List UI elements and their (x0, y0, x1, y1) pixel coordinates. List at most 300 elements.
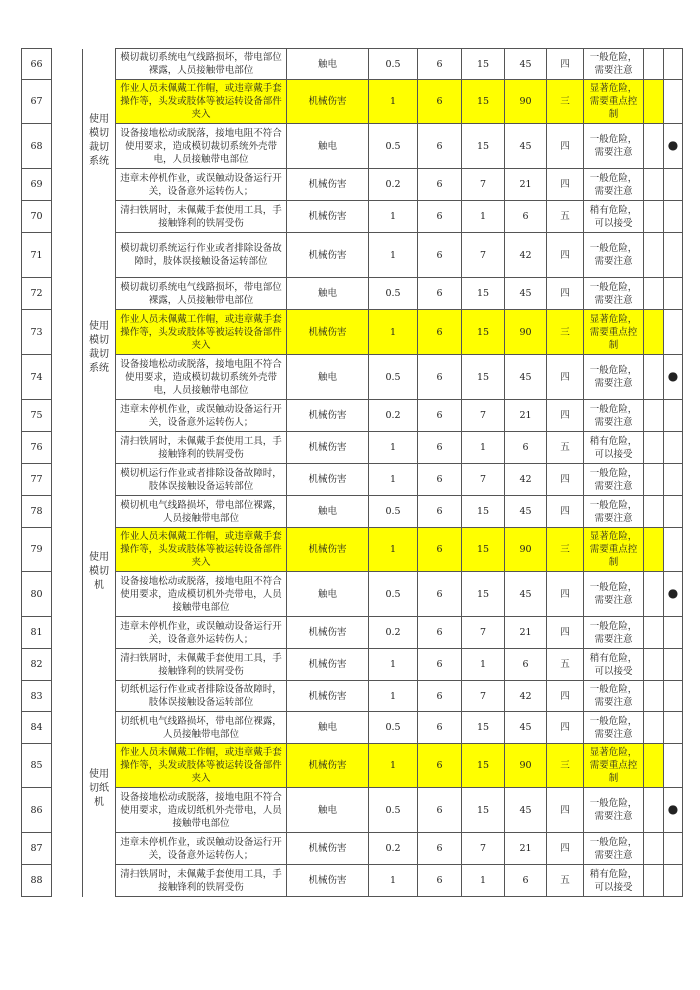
table-row (22, 169, 683, 201)
exposure-e: 6 (418, 80, 462, 124)
hazard-description: 切纸机电气线路损坏，带电部位裸露，人员接触带电部位 (116, 712, 287, 744)
table-row (22, 464, 683, 496)
exposure-e: 6 (418, 310, 462, 355)
extra-cell (644, 833, 664, 865)
risk-level: 四 (547, 712, 584, 744)
row-number: 66 (22, 49, 52, 80)
accident-type: 机械伤害 (287, 400, 369, 432)
major-risk-mark (664, 432, 683, 464)
consequence-c: 15 (462, 788, 505, 833)
risk-level: 四 (547, 464, 584, 496)
extra-cell (644, 169, 664, 201)
extra-cell (644, 310, 664, 355)
accident-type: 触电 (287, 278, 369, 310)
row-number: 82 (22, 649, 52, 681)
consequence-c: 7 (462, 833, 505, 865)
risk-level: 四 (547, 681, 584, 712)
likelihood-l: 1 (369, 201, 418, 233)
risk-grade: 稍有危险，可以接受 (584, 201, 644, 233)
accident-type: 机械伤害 (287, 865, 369, 897)
extra-cell (644, 528, 664, 572)
consequence-c: 15 (462, 80, 505, 124)
table-row (22, 80, 683, 124)
table-row (22, 400, 683, 432)
spacer-cell (52, 400, 83, 432)
accident-type: 机械伤害 (287, 432, 369, 464)
accident-type: 机械伤害 (287, 233, 369, 278)
table-row (22, 49, 683, 80)
likelihood-l: 1 (369, 649, 418, 681)
spacer-cell (52, 833, 83, 865)
likelihood-l: 0.2 (369, 400, 418, 432)
hazard-description: 清扫铁屑时，未佩戴手套使用工具，手接触锋利的铁屑受伤 (116, 865, 287, 897)
major-risk-mark (664, 617, 683, 649)
table-row (22, 310, 683, 355)
major-risk-mark (664, 833, 683, 865)
major-risk-mark (664, 124, 683, 169)
spacer-cell (52, 788, 83, 833)
accident-type: 触电 (287, 124, 369, 169)
risk-score-d: 45 (505, 355, 547, 400)
hazard-description: 设备接地松动或脱落，接地电阻不符合使用要求，造成模切机外壳带电，人员接触带电部位 (116, 572, 287, 617)
consequence-c: 1 (462, 865, 505, 897)
exposure-e: 6 (418, 201, 462, 233)
consequence-c: 1 (462, 649, 505, 681)
table-row (22, 278, 683, 310)
likelihood-l: 0.2 (369, 169, 418, 201)
risk-grade: 一般危险，需要注意 (584, 712, 644, 744)
extra-cell (644, 681, 664, 712)
spacer-cell (52, 169, 83, 201)
risk-grade: 显著危险，需要重点控制 (584, 528, 644, 572)
extra-cell (644, 355, 664, 400)
spacer-cell (52, 201, 83, 233)
risk-score-d: 42 (505, 681, 547, 712)
major-risk-mark (664, 278, 683, 310)
risk-grade: 一般危险，需要注意 (584, 833, 644, 865)
table-row (22, 233, 683, 278)
spacer-cell (52, 649, 83, 681)
risk-score-d: 21 (505, 169, 547, 201)
activity-group: 使用切纸机 (83, 681, 116, 897)
risk-score-d: 42 (505, 464, 547, 496)
row-number: 67 (22, 80, 52, 124)
risk-grade: 稍有危险，可以接受 (584, 865, 644, 897)
likelihood-l: 0.5 (369, 49, 418, 80)
risk-grade: 一般危险，需要注意 (584, 169, 644, 201)
risk-level: 五 (547, 201, 584, 233)
exposure-e: 6 (418, 572, 462, 617)
risk-level: 五 (547, 865, 584, 897)
table-row (22, 355, 683, 400)
consequence-c: 7 (462, 169, 505, 201)
accident-type: 机械伤害 (287, 80, 369, 124)
risk-level: 三 (547, 744, 584, 788)
risk-grade: 显著危险，需要重点控制 (584, 80, 644, 124)
exposure-e: 6 (418, 124, 462, 169)
activity-group: 使用模切机 (83, 464, 116, 681)
risk-level: 四 (547, 788, 584, 833)
accident-type: 机械伤害 (287, 744, 369, 788)
consequence-c: 15 (462, 278, 505, 310)
spacer-cell (52, 80, 83, 124)
likelihood-l: 1 (369, 865, 418, 897)
consequence-c: 15 (462, 572, 505, 617)
table-row (22, 572, 683, 617)
table-row (22, 432, 683, 464)
spacer-cell (52, 865, 83, 897)
likelihood-l: 1 (369, 310, 418, 355)
spacer-cell (52, 617, 83, 649)
table-row (22, 124, 683, 169)
risk-grade: 显著危险，需要重点控制 (584, 744, 644, 788)
risk-score-d: 90 (505, 528, 547, 572)
consequence-c: 7 (462, 681, 505, 712)
risk-level: 四 (547, 278, 584, 310)
extra-cell (644, 649, 664, 681)
consequence-c: 7 (462, 617, 505, 649)
risk-level: 五 (547, 432, 584, 464)
exposure-e: 6 (418, 681, 462, 712)
consequence-c: 1 (462, 201, 505, 233)
risk-level: 三 (547, 80, 584, 124)
major-risk-mark (664, 572, 683, 617)
consequence-c: 7 (462, 233, 505, 278)
likelihood-l: 1 (369, 80, 418, 124)
spacer-cell (52, 464, 83, 496)
hazard-description: 清扫铁屑时，未佩戴手套使用工具，手接触锋利的铁屑受伤 (116, 649, 287, 681)
risk-score-d: 90 (505, 80, 547, 124)
row-number: 71 (22, 233, 52, 278)
risk-level: 四 (547, 496, 584, 528)
exposure-e: 6 (418, 617, 462, 649)
spacer-cell (52, 681, 83, 712)
activity-group: 使用模切裁切系统 (83, 49, 116, 233)
hazard-description: 违章未停机作业，或误触动设备运行开关，设备意外运转伤人； (116, 400, 287, 432)
risk-level: 四 (547, 124, 584, 169)
major-risk-mark (664, 310, 683, 355)
consequence-c: 15 (462, 355, 505, 400)
major-risk-dot-icon: ● (667, 802, 679, 816)
extra-cell (644, 712, 664, 744)
accident-type: 机械伤害 (287, 169, 369, 201)
consequence-c: 15 (462, 496, 505, 528)
accident-type: 触电 (287, 496, 369, 528)
consequence-c: 15 (462, 310, 505, 355)
spacer-cell (52, 744, 83, 788)
row-number: 85 (22, 744, 52, 788)
likelihood-l: 1 (369, 233, 418, 278)
spacer-cell (52, 572, 83, 617)
extra-cell (644, 80, 664, 124)
hazard-description: 作业人员未佩戴工作帽，或违章戴手套操作等，头发或肢体等被运转设备部件夹入 (116, 744, 287, 788)
consequence-c: 15 (462, 528, 505, 572)
risk-score-d: 21 (505, 400, 547, 432)
spacer-cell (52, 310, 83, 355)
exposure-e: 6 (418, 432, 462, 464)
row-number: 74 (22, 355, 52, 400)
table-row (22, 496, 683, 528)
row-number: 78 (22, 496, 52, 528)
risk-score-d: 45 (505, 49, 547, 80)
accident-type: 机械伤害 (287, 528, 369, 572)
risk-assessment-table (21, 48, 683, 897)
hazard-description: 模切机电气线路损坏，带电部位裸露，人员接触带电部位 (116, 496, 287, 528)
spacer-cell (52, 496, 83, 528)
hazard-description: 清扫铁屑时，未佩戴手套使用工具，手接触锋利的铁屑受伤 (116, 201, 287, 233)
risk-level: 三 (547, 310, 584, 355)
extra-cell (644, 201, 664, 233)
risk-grade: 一般危险，需要注意 (584, 278, 644, 310)
accident-type: 机械伤害 (287, 464, 369, 496)
consequence-c: 15 (462, 712, 505, 744)
major-risk-mark (664, 49, 683, 80)
exposure-e: 6 (418, 49, 462, 80)
table-row (22, 788, 683, 833)
risk-grade: 一般危险，需要注意 (584, 572, 644, 617)
row-number: 70 (22, 201, 52, 233)
likelihood-l: 0.2 (369, 617, 418, 649)
risk-score-d: 6 (505, 201, 547, 233)
extra-cell (644, 49, 664, 80)
risk-score-d: 45 (505, 572, 547, 617)
likelihood-l: 1 (369, 744, 418, 788)
risk-level: 四 (547, 233, 584, 278)
row-number: 86 (22, 788, 52, 833)
accident-type: 触电 (287, 712, 369, 744)
spacer-cell (52, 432, 83, 464)
risk-score-d: 6 (505, 432, 547, 464)
risk-score-d: 45 (505, 124, 547, 169)
spacer-cell (52, 278, 83, 310)
risk-score-d: 45 (505, 712, 547, 744)
risk-grade: 一般危险，需要注意 (584, 464, 644, 496)
hazard-description: 违章未停机作业，或误触动设备运行开关，设备意外运转伤人； (116, 169, 287, 201)
table-row (22, 649, 683, 681)
accident-type: 机械伤害 (287, 833, 369, 865)
exposure-e: 6 (418, 400, 462, 432)
risk-grade: 一般危险，需要注意 (584, 124, 644, 169)
consequence-c: 15 (462, 124, 505, 169)
risk-grade: 一般危险，需要注意 (584, 681, 644, 712)
risk-score-d: 45 (505, 788, 547, 833)
activity-group: 使用模切裁切系统 (83, 233, 116, 464)
exposure-e: 6 (418, 865, 462, 897)
likelihood-l: 1 (369, 681, 418, 712)
major-risk-mark (664, 355, 683, 400)
major-risk-mark (664, 712, 683, 744)
risk-score-d: 42 (505, 233, 547, 278)
table-row (22, 744, 683, 788)
extra-cell (644, 432, 664, 464)
extra-cell (644, 617, 664, 649)
table-row (22, 201, 683, 233)
risk-level: 四 (547, 400, 584, 432)
row-number: 72 (22, 278, 52, 310)
risk-grade: 稍有危险，可以接受 (584, 649, 644, 681)
risk-level: 四 (547, 572, 584, 617)
major-risk-mark (664, 865, 683, 897)
extra-cell (644, 278, 664, 310)
likelihood-l: 0.5 (369, 712, 418, 744)
accident-type: 机械伤害 (287, 617, 369, 649)
major-risk-mark (664, 681, 683, 712)
table-row (22, 833, 683, 865)
hazard-description: 模切机运行作业或者排除设备故障时，肢体误接触设备运转部位 (116, 464, 287, 496)
major-risk-mark (664, 400, 683, 432)
risk-score-d: 6 (505, 649, 547, 681)
row-number: 79 (22, 528, 52, 572)
accident-type: 触电 (287, 355, 369, 400)
likelihood-l: 1 (369, 432, 418, 464)
extra-cell (644, 124, 664, 169)
likelihood-l: 1 (369, 528, 418, 572)
likelihood-l: 0.2 (369, 833, 418, 865)
hazard-description: 模切裁切系统电气线路损坏，带电部位裸露，人员接触带电部位 (116, 49, 287, 80)
extra-cell (644, 233, 664, 278)
major-risk-mark (664, 496, 683, 528)
major-risk-mark (664, 233, 683, 278)
hazard-description: 设备接地松动或脱落，接地电阻不符合使用要求，造成模切裁切系统外壳带电，人员接触带电部位 (116, 124, 287, 169)
spacer-cell (52, 712, 83, 744)
major-risk-mark (664, 80, 683, 124)
exposure-e: 6 (418, 233, 462, 278)
risk-grade: 显著危险，需要重点控制 (584, 310, 644, 355)
risk-grade: 一般危险，需要注意 (584, 496, 644, 528)
table-row (22, 712, 683, 744)
risk-level: 三 (547, 528, 584, 572)
table-row (22, 681, 683, 712)
consequence-c: 15 (462, 49, 505, 80)
row-number: 80 (22, 572, 52, 617)
hazard-description: 模切裁切系统电气线路损坏，带电部位裸露，人员接触带电部位 (116, 278, 287, 310)
likelihood-l: 0.5 (369, 124, 418, 169)
table-row (22, 617, 683, 649)
exposure-e: 6 (418, 464, 462, 496)
risk-grade: 一般危险，需要注意 (584, 400, 644, 432)
hazard-description: 切纸机运行作业或者排除设备故障时，肢体误接触设备运转部位 (116, 681, 287, 712)
risk-score-d: 90 (505, 310, 547, 355)
likelihood-l: 0.5 (369, 572, 418, 617)
exposure-e: 6 (418, 278, 462, 310)
row-number: 81 (22, 617, 52, 649)
spacer-cell (52, 355, 83, 400)
exposure-e: 6 (418, 788, 462, 833)
table-body (22, 49, 683, 897)
consequence-c: 15 (462, 744, 505, 788)
accident-type: 机械伤害 (287, 649, 369, 681)
exposure-e: 6 (418, 169, 462, 201)
exposure-e: 6 (418, 496, 462, 528)
risk-level: 四 (547, 355, 584, 400)
exposure-e: 6 (418, 744, 462, 788)
major-risk-mark (664, 201, 683, 233)
exposure-e: 6 (418, 355, 462, 400)
row-number: 76 (22, 432, 52, 464)
major-risk-mark (664, 788, 683, 833)
exposure-e: 6 (418, 833, 462, 865)
major-risk-mark (664, 649, 683, 681)
row-number: 83 (22, 681, 52, 712)
likelihood-l: 0.5 (369, 496, 418, 528)
risk-grade: 稍有危险，可以接受 (584, 432, 644, 464)
likelihood-l: 0.5 (369, 355, 418, 400)
risk-grade: 一般危险，需要注意 (584, 788, 644, 833)
risk-score-d: 45 (505, 496, 547, 528)
consequence-c: 1 (462, 432, 505, 464)
hazard-description: 作业人员未佩戴工作帽，或违章戴手套操作等，头发或肢体等被运转设备部件夹入 (116, 528, 287, 572)
risk-score-d: 6 (505, 865, 547, 897)
row-number: 73 (22, 310, 52, 355)
major-risk-dot-icon: ● (667, 369, 679, 383)
major-risk-dot-icon: ● (667, 138, 679, 152)
hazard-description: 违章未停机作业，或误触动设备运行开关，设备意外运转伤人； (116, 833, 287, 865)
hazard-description: 违章未停机作业，或误触动设备运行开关，设备意外运转伤人； (116, 617, 287, 649)
spacer-cell (52, 124, 83, 169)
spacer-cell (52, 528, 83, 572)
risk-level: 四 (547, 617, 584, 649)
extra-cell (644, 572, 664, 617)
exposure-e: 6 (418, 712, 462, 744)
risk-grade: 一般危险，需要注意 (584, 49, 644, 80)
consequence-c: 7 (462, 464, 505, 496)
risk-level: 四 (547, 169, 584, 201)
risk-level: 四 (547, 49, 584, 80)
hazard-description: 设备接地松动或脱落，接地电阻不符合使用要求，造成模切裁切系统外壳带电，人员接触带电部位 (116, 355, 287, 400)
risk-score-d: 45 (505, 278, 547, 310)
risk-level: 五 (547, 649, 584, 681)
hazard-description: 作业人员未佩戴工作帽，或违章戴手套操作等，头发或肢体等被运转设备部件夹入 (116, 80, 287, 124)
accident-type: 机械伤害 (287, 201, 369, 233)
accident-type: 触电 (287, 788, 369, 833)
consequence-c: 7 (462, 400, 505, 432)
accident-type: 触电 (287, 49, 369, 80)
major-risk-dot-icon: ● (667, 586, 679, 600)
likelihood-l: 1 (369, 464, 418, 496)
major-risk-mark (664, 744, 683, 788)
risk-score-d: 21 (505, 833, 547, 865)
likelihood-l: 0.5 (369, 278, 418, 310)
spacer-cell (52, 49, 83, 80)
extra-cell (644, 744, 664, 788)
risk-score-d: 90 (505, 744, 547, 788)
major-risk-mark (664, 464, 683, 496)
row-number: 88 (22, 865, 52, 897)
hazard-description: 设备接地松动或脱落，接地电阻不符合使用要求，造成切纸机外壳带电，人员接触带电部位 (116, 788, 287, 833)
hazard-description: 清扫铁屑时，未佩戴手套使用工具，手接触锋利的铁屑受伤 (116, 432, 287, 464)
exposure-e: 6 (418, 528, 462, 572)
accident-type: 机械伤害 (287, 681, 369, 712)
extra-cell (644, 464, 664, 496)
hazard-description: 模切裁切系统运行作业或者排除设备故障时，肢体误接触设备运转部位 (116, 233, 287, 278)
risk-score-d: 21 (505, 617, 547, 649)
table-row (22, 528, 683, 572)
risk-grade: 一般危险，需要注意 (584, 617, 644, 649)
row-number: 68 (22, 124, 52, 169)
row-number: 87 (22, 833, 52, 865)
row-number: 77 (22, 464, 52, 496)
exposure-e: 6 (418, 649, 462, 681)
extra-cell (644, 788, 664, 833)
likelihood-l: 0.5 (369, 788, 418, 833)
accident-type: 机械伤害 (287, 310, 369, 355)
row-number: 75 (22, 400, 52, 432)
spacer-cell (52, 233, 83, 278)
risk-level: 四 (547, 833, 584, 865)
risk-grade: 一般危险，需要注意 (584, 233, 644, 278)
extra-cell (644, 400, 664, 432)
hazard-description: 作业人员未佩戴工作帽，或违章戴手套操作等，头发或肢体等被运转设备部件夹入 (116, 310, 287, 355)
